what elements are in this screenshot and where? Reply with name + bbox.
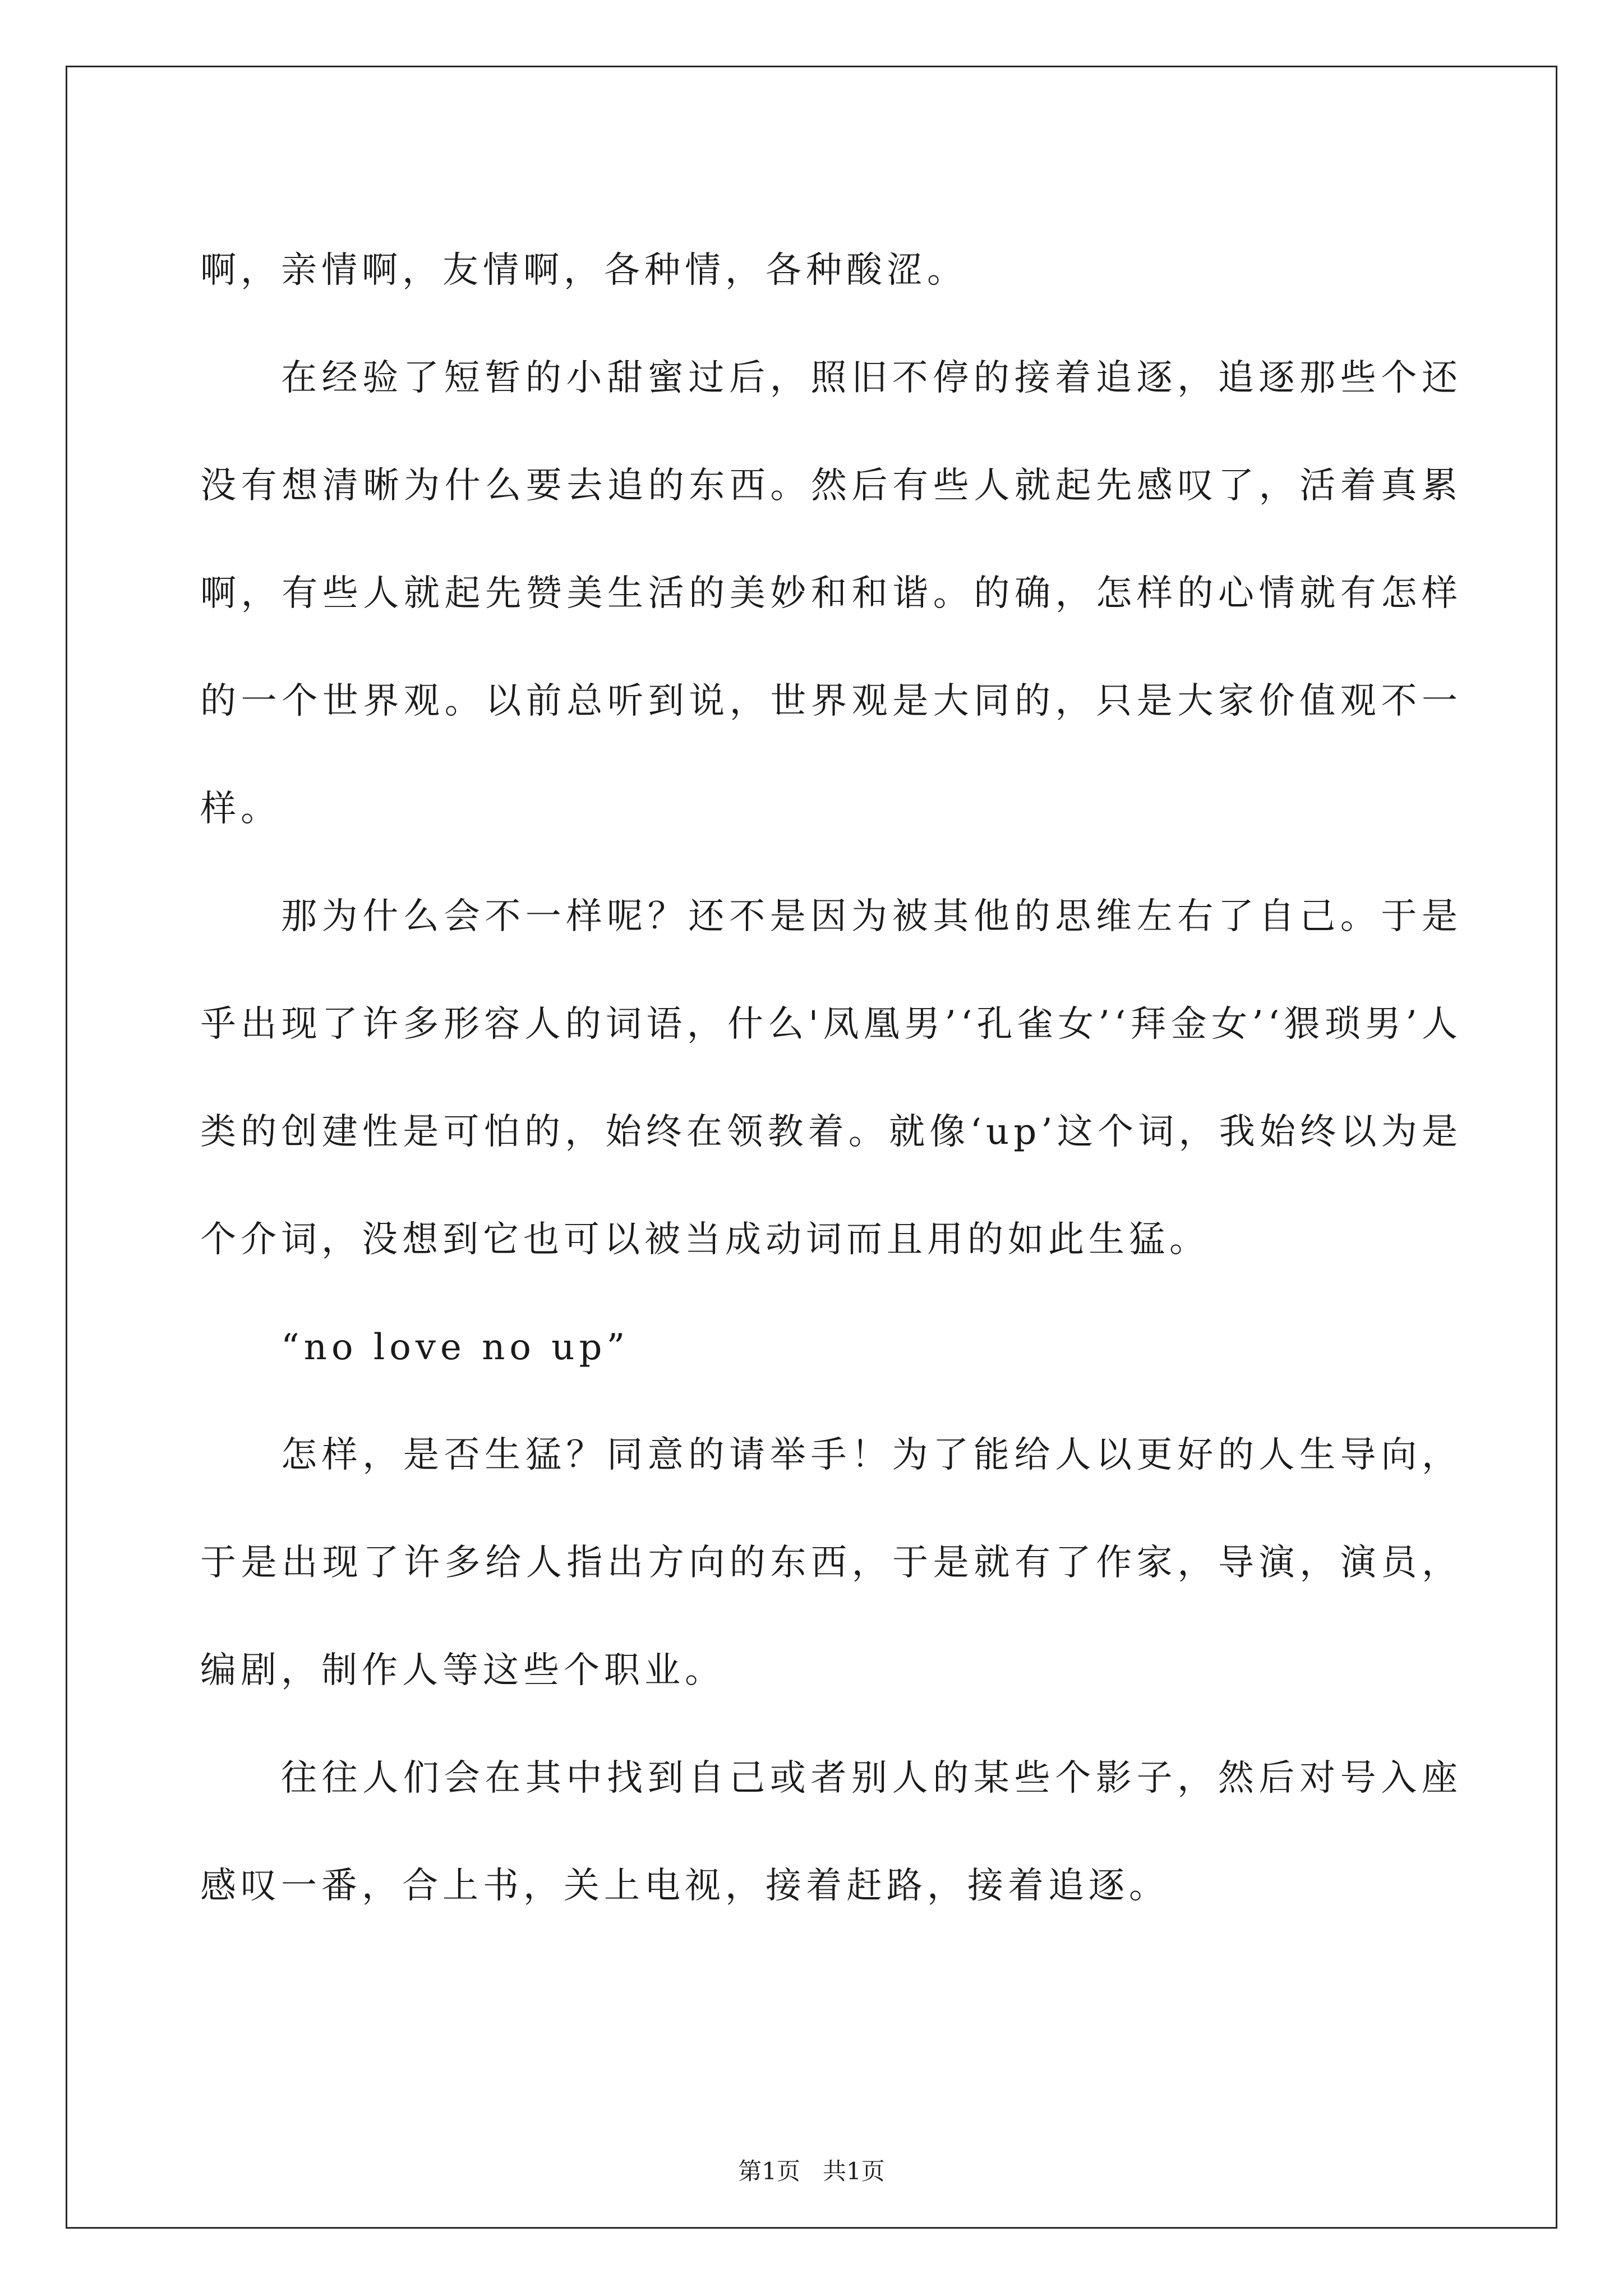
- page-footer: [0, 2153, 1623, 2187]
- paragraph: 那为什么会不一样呢？还不是因为被其他的思维左右了自己。于是乎出现了许多形容人的词语，什么'凤凰男’‘孔雀女’‘拜金女’‘猥琐男’人类的创建性是可怕的，始终在领教着。就像‘up’这个词，我始终以为是个介词，没想到它也可以被当成动词而且用的如此生猛。: [200, 896, 1462, 1260]
- paragraph: 在经验了短暂的小甜蜜过后，照旧不停的接着追逐，追逐那些个还没有想清晰为什么要去追的东西。然后有些人就起先感叹了，活着真累啊，有些人就起先赞美生活的美妙和和谐。的确，怎样的心情就有怎样的一个世界观。以前总听到说，世界观是大同的，只是大家价值观不一样。: [200, 357, 1462, 830]
- page-number: 第1页: [738, 2157, 800, 2185]
- document-body: [200, 217, 1462, 1940]
- paragraph: 啊，亲情啊，友情啊，各种情，各种酸涩。: [200, 250, 967, 291]
- paragraph: “no love no up”: [281, 1327, 630, 1368]
- paragraph: 往往人们会在其中找到自己或者别人的某些个影子，然后对号入座感叹一番，合上书，关上电视，接着赶路，接着追逐。: [200, 1757, 1462, 1907]
- paragraph: 怎样，是否生猛？同意的请举手！为了能给人以更好的人生导向，于是出现了许多给人指出方向的东西，于是就有了作家，导演，演员，编剧，制作人等这些个职业。: [200, 1434, 1462, 1691]
- page-total: 共1页: [823, 2157, 885, 2185]
